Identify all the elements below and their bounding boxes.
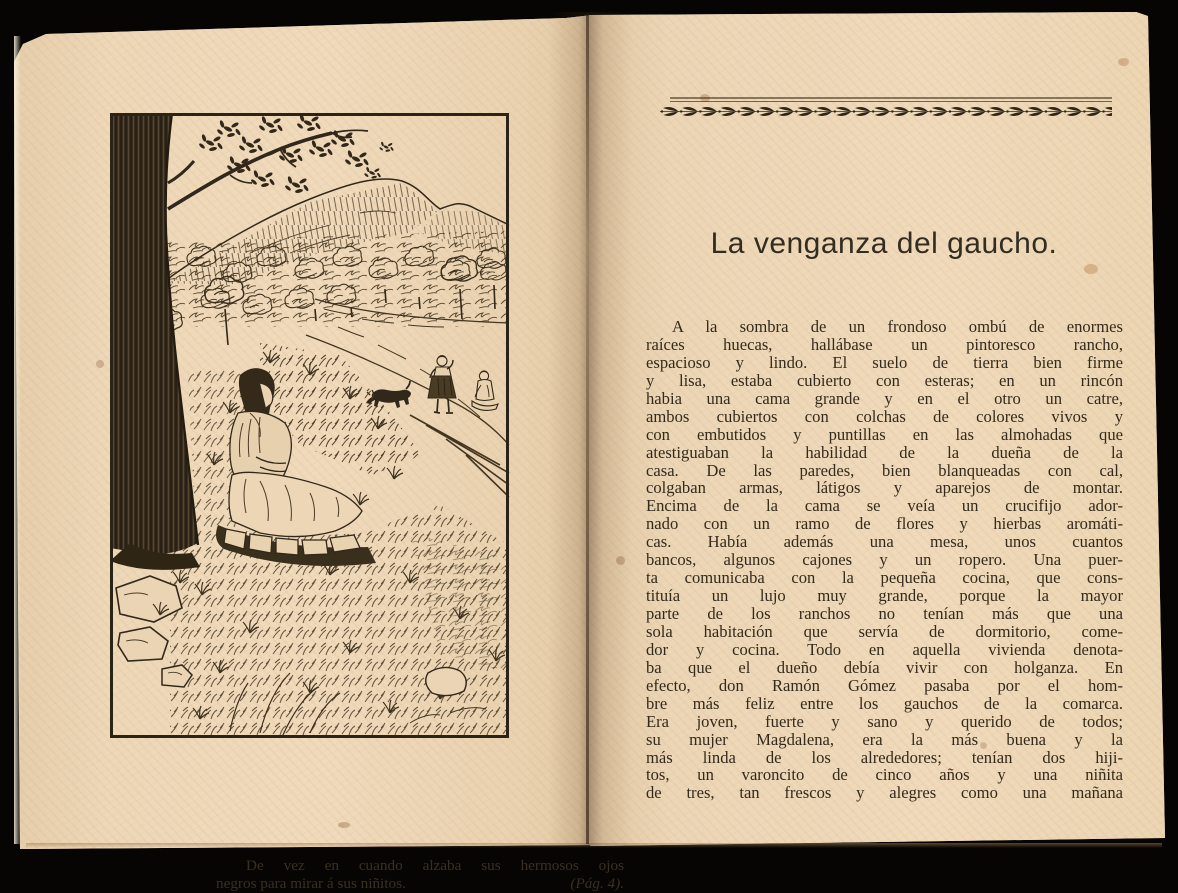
- body-text-line: tos, un varoncito de cinco años y una niñita: [646, 765, 1123, 785]
- illustration-caption: [216, 857, 624, 893]
- page-stack-edge: [26, 843, 1162, 848]
- body-text-line: sola habitación que servía de dormitorio, come-: [646, 621, 1123, 641]
- body-text-line: ta comunicaba con la pequeña cocina, que cons-: [646, 568, 1123, 588]
- body-text-line: habia una cama grande y en el otro un catre,: [646, 388, 1123, 408]
- sitting-child: [472, 370, 498, 410]
- body-text-line: nado con un ramo de flores y hierbas aromáti-: [646, 514, 1123, 534]
- body-text-line: ambos cubiertos con colchas de colores vivos y: [646, 406, 1123, 426]
- body-text-line: con embutidos y puntillas en las almohadas que: [646, 424, 1123, 444]
- children: [428, 355, 498, 413]
- body-text-line: tituía un lujo muy grande, porque la mayor: [646, 586, 1123, 606]
- body-text-line: parte de los ranchos no tenían más que una: [646, 604, 1123, 623]
- header-ornament: [660, 95, 1112, 121]
- body-text-line: efecto, don Ramón Gómez pasaba por el hom-: [646, 675, 1123, 695]
- body-text-line: espacioso y lindo. El suelo de tierra bien firme: [646, 352, 1123, 372]
- body-text-line: cas. Había además una mesa, unos cuantos: [646, 532, 1123, 552]
- body-text-line: raíces huecas, hallábase un pintoresco rancho,: [646, 334, 1123, 354]
- caption-text: negros para mirar á sus niñitos.: [216, 875, 406, 892]
- tree-trunk: [110, 113, 200, 570]
- body-text-line: A la sombra de un frondoso ombú de enormes: [672, 317, 1123, 336]
- gaucho-illustration: [110, 113, 509, 738]
- body-text-line: ba que el dueño debía vivir con holganza. En: [646, 657, 1123, 677]
- caption-line-1: De vez en cuando alzaba sus hermosos ojos: [246, 857, 624, 874]
- body-text-line: de tres, tan frescos y alegres como una mañana: [646, 783, 1123, 803]
- body-text-line: atestiguaban la habilidad de la dueña de la: [646, 442, 1123, 462]
- caption-line-2: [216, 875, 624, 893]
- body-text-line: más linda de los alrededores; tenían dos hiji-: [646, 747, 1123, 767]
- body-text-line: colgaban armas, látigos y aparejos de montar.: [646, 478, 1123, 498]
- body-text-line: Era joven, fuerte y sano y querido de todos;: [646, 711, 1123, 731]
- body-text-line: y lisa, estaba cubierto con esteras; en un rincón: [646, 370, 1123, 390]
- caption-page-ref: (Pág. 4).: [570, 875, 624, 892]
- body-text-line: casa. De las paredes, bien blanqueadas con cal,: [646, 460, 1123, 480]
- woodcut-illustration-figure: [110, 113, 624, 892]
- chapter-title: La venganza del gaucho.: [710, 227, 1058, 260]
- body-text-line: bre más feliz entre los gauchos de la comarca.: [646, 693, 1123, 713]
- body-text-line: su mujer Magdalena, era la más buena y la: [646, 729, 1123, 749]
- tree-line: [151, 231, 510, 363]
- body-text: [646, 317, 1123, 801]
- body-text-line: bancos, algunos cajones y un ropero. Una puer-: [646, 550, 1123, 570]
- page-edge-highlight: [14, 36, 21, 844]
- body-text-line: dor y cocina. Todo en aquella vivienda denota-: [646, 639, 1123, 659]
- body-text-line: Encima de la cama se veía un crucifijo ador-: [646, 496, 1123, 516]
- standing-girl: [428, 355, 456, 413]
